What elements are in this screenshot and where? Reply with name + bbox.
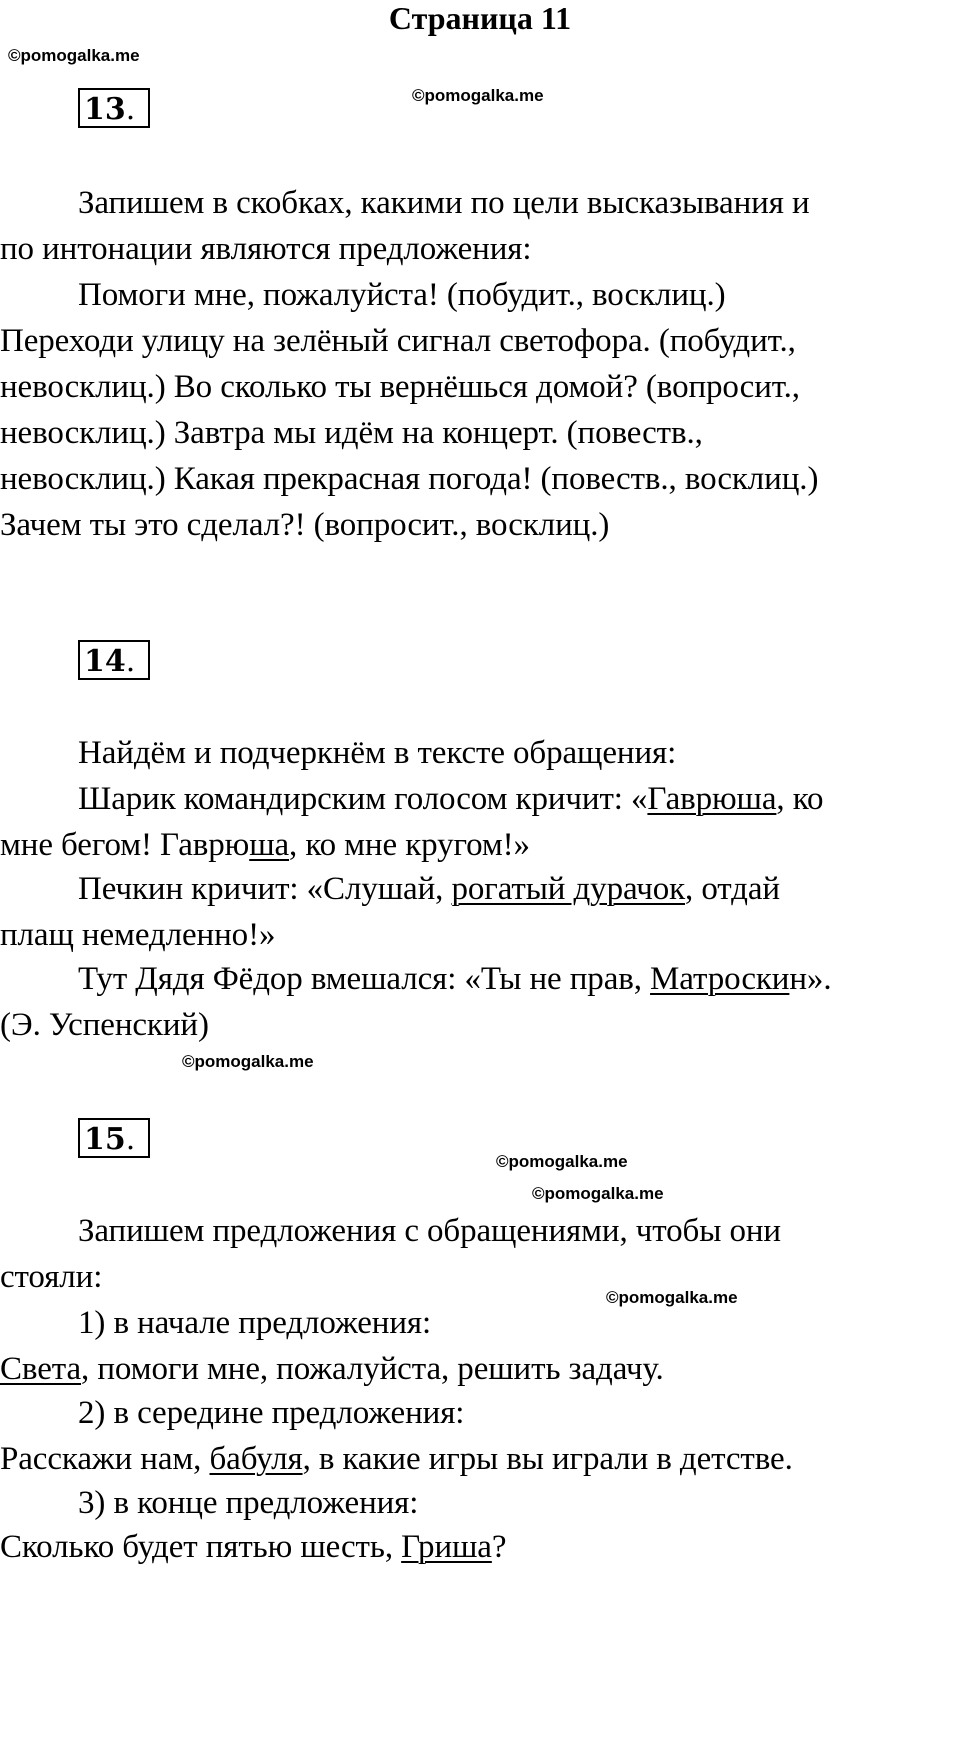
exercise-13-text: Зачем ты это сделал?! (вопросит., восклиц.) xyxy=(0,507,610,543)
exercise-number-15: 15. xyxy=(78,1118,150,1158)
watermark: ©pomogalka.me xyxy=(412,86,544,105)
exercise-14-text: мне бегом! Гаврюша, ко мне кругом!» xyxy=(0,827,530,863)
underlined-address: бабуля xyxy=(209,1441,303,1477)
exercise-14-text: плащ немедленно!» xyxy=(0,917,276,953)
exercise-15-item-label: 1) в начале предложения: xyxy=(78,1305,432,1341)
exercise-15-intro: стояли: xyxy=(0,1259,103,1295)
watermark: ©pomogalka.me xyxy=(8,46,140,65)
exercise-14-text: Печкин кричит: «Слушай, рогатый дурачок, отдай xyxy=(78,871,780,907)
exercise-15-item-label: 2) в середине предложения: xyxy=(78,1395,465,1431)
exercise-13-text: невосклиц.) Какая прекрасная погода! (повеств., восклиц.) xyxy=(0,461,819,497)
exercise-13-text: невосклиц.) Во сколько ты вернёшься домой? (вопросит., xyxy=(0,369,800,405)
watermark: ©pomogalka.me xyxy=(496,1152,628,1171)
exercise-number-14: 14. xyxy=(78,640,150,680)
underlined-address: Матроски xyxy=(650,961,790,997)
page-title: Страница 11 xyxy=(388,0,572,36)
exercise-13-text: Переходи улицу на зелёный сигнал светофора. (побудит., xyxy=(0,323,796,359)
exercise-15-intro: Запишем предложения с обращениями, чтобы они xyxy=(78,1213,781,1249)
exercise-14-text: Тут Дядя Фёдор вмешался: «Ты не прав, Матроскин». xyxy=(78,961,832,997)
exercise-14-author: (Э. Успенский) xyxy=(0,1007,209,1043)
exercise-15-item-text: Сколько будет пятью шесть, Гриша? xyxy=(0,1529,507,1565)
watermark: ©pomogalka.me xyxy=(532,1184,664,1203)
exercise-15-item-label: 3) в конце предложения: xyxy=(78,1485,419,1521)
exercise-15-item-text: Света, помоги мне, пожалуйста, решить задачу. xyxy=(0,1351,664,1387)
underlined-address: ша xyxy=(249,827,290,863)
underlined-address: рогатый дурачок xyxy=(451,871,686,907)
watermark: ©pomogalka.me xyxy=(182,1052,314,1071)
exercise-13-text: Помоги мне, пожалуйста! (побудит., восклиц.) xyxy=(78,277,726,313)
exercise-14-text: Шарик командирским голосом кричит: «Гаврюша, ко xyxy=(78,781,824,817)
underlined-address: Гаврюша xyxy=(647,781,777,817)
exercise-13-text: невосклиц.) Завтра мы идём на концерт. (повеств., xyxy=(0,415,703,451)
exercise-13-text: Запишем в скобках, какими по цели высказывания и xyxy=(78,185,810,221)
exercise-15-item-text: Расскажи нам, бабуля, в какие игры вы играли в детстве. xyxy=(0,1441,793,1477)
exercise-14-intro: Найдём и подчеркнём в тексте обращения: xyxy=(78,735,677,771)
exercise-number-13: 13. xyxy=(78,88,150,128)
underlined-address: Гриша xyxy=(401,1529,492,1565)
underlined-address: Света xyxy=(0,1351,82,1387)
watermark: ©pomogalka.me xyxy=(606,1288,738,1307)
exercise-13-text: по интонации являются предложения: xyxy=(0,231,532,267)
